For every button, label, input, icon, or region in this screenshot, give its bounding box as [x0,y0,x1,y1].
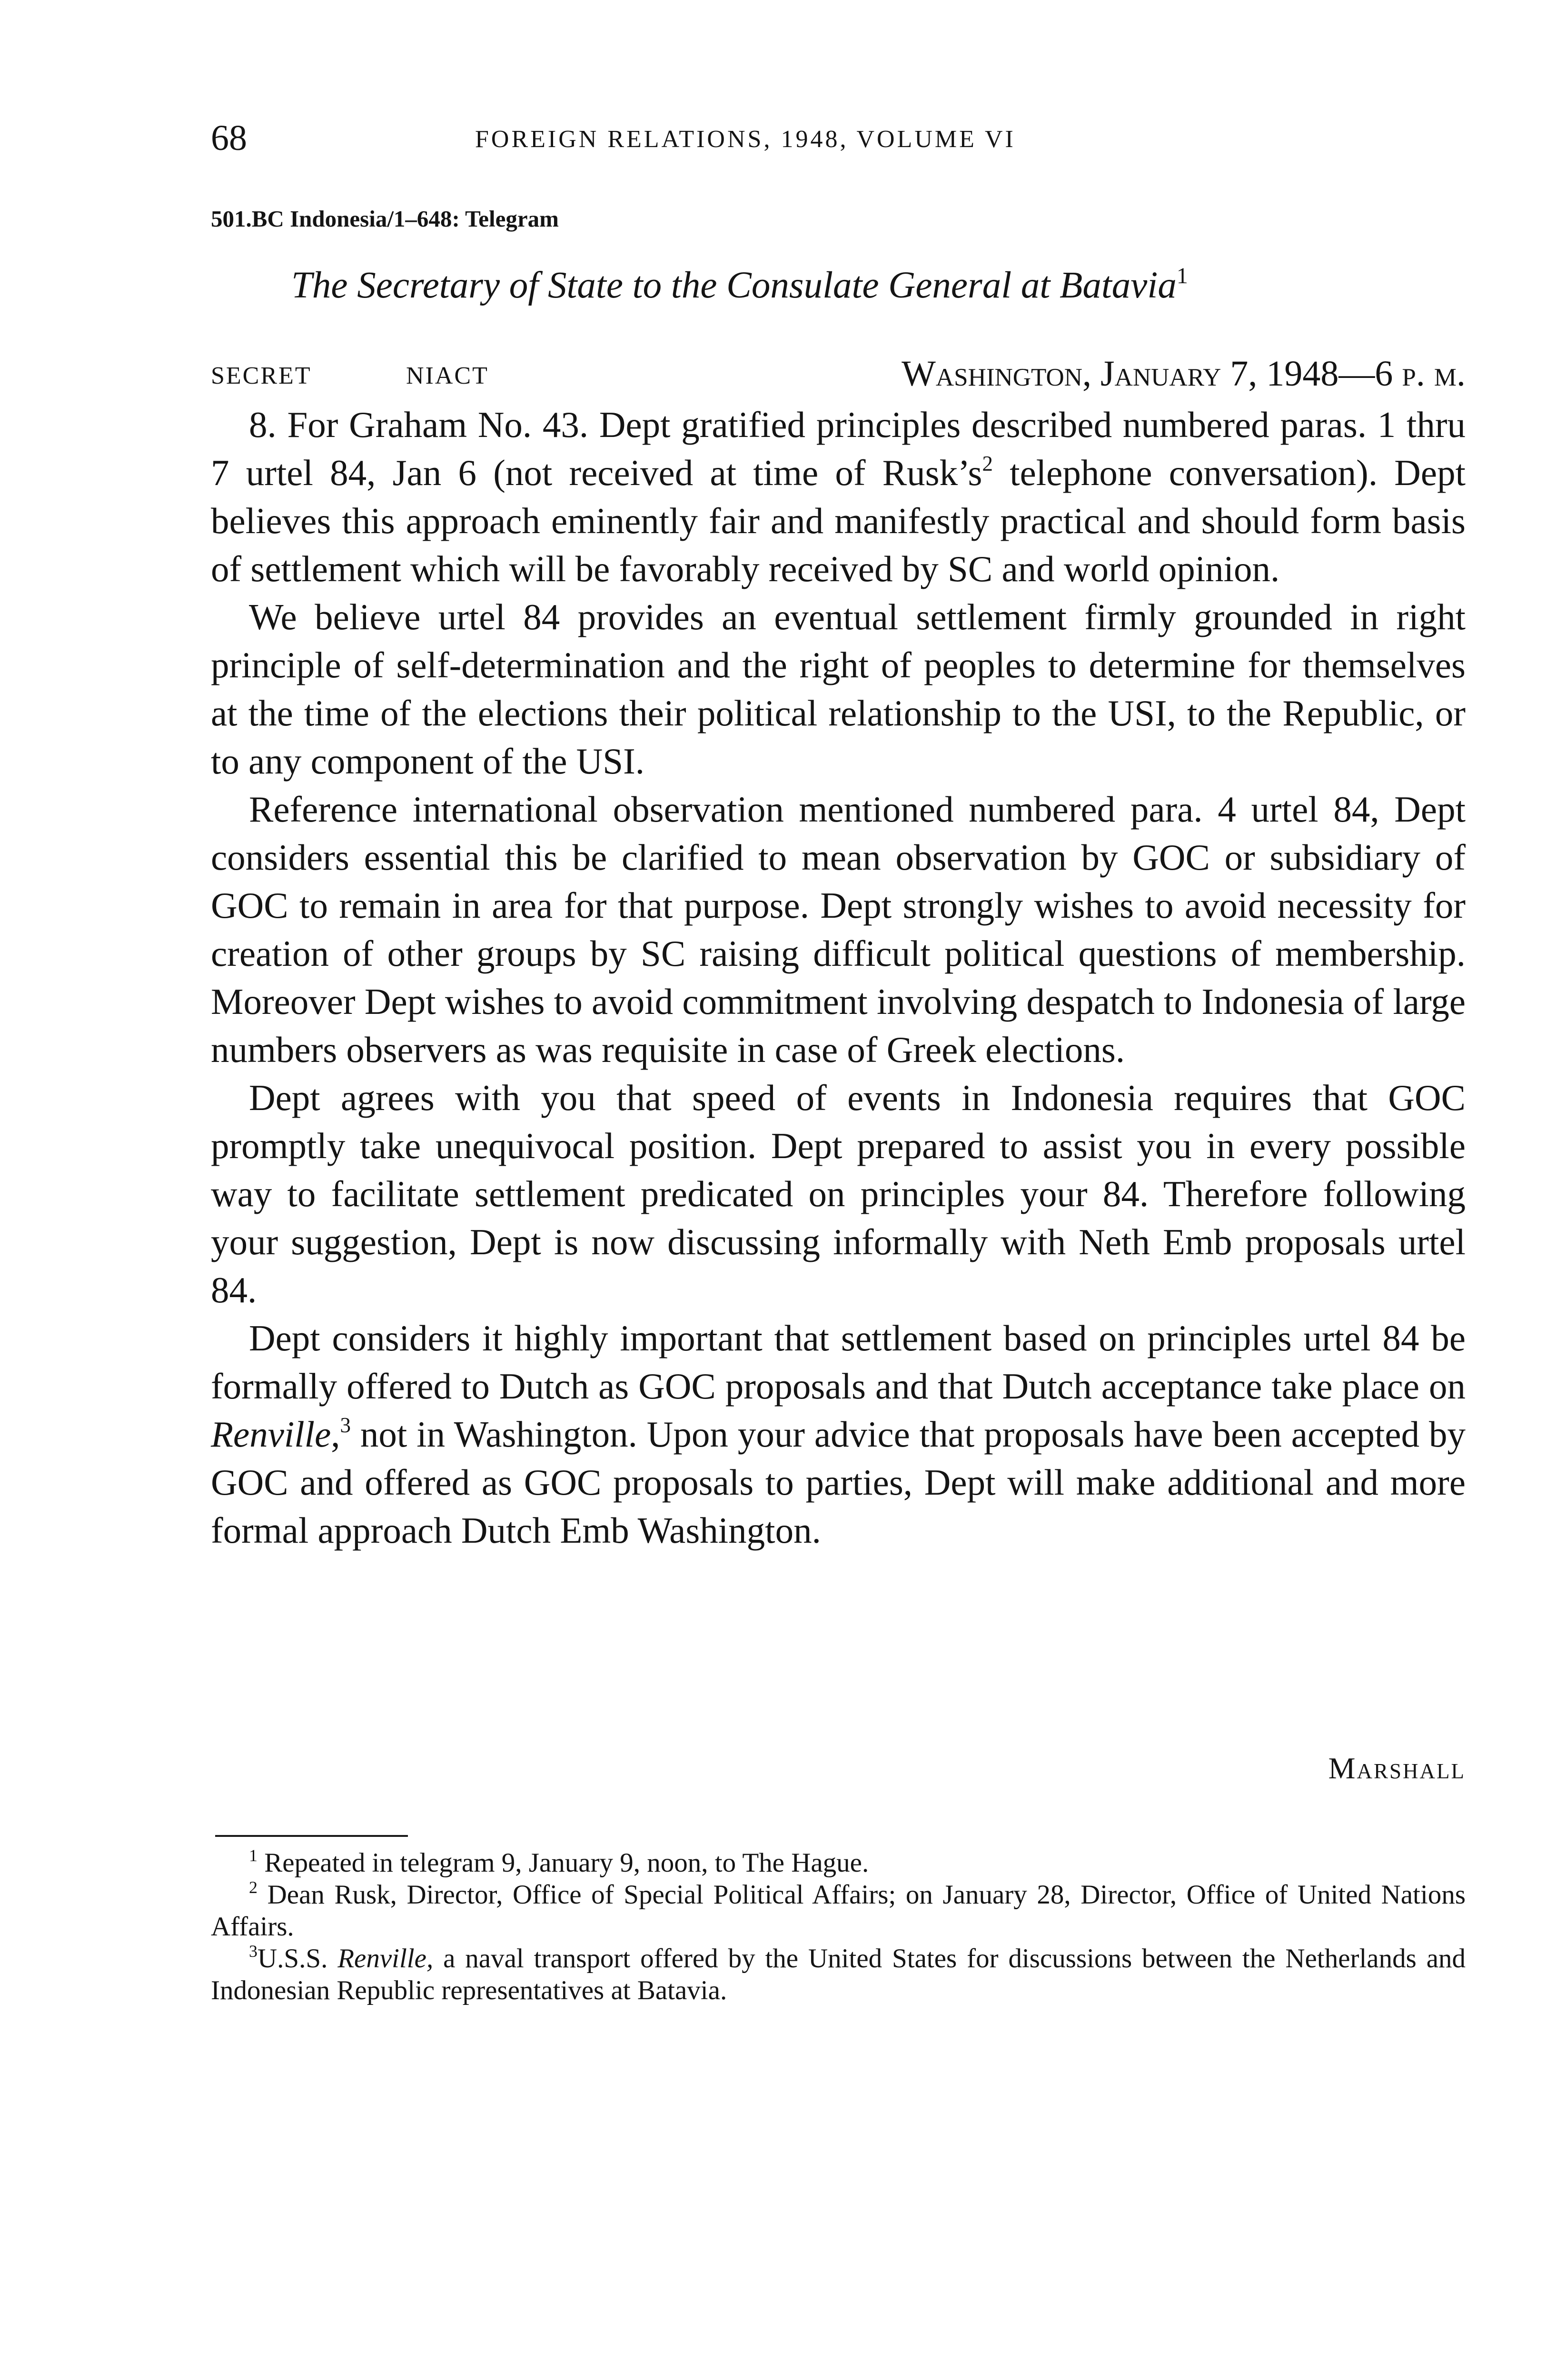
paragraph-4: Dept agrees with you that speed of events in Indonesia requires that GOC promptly take unequivocal position. Dept prepared to assist you in every possible way to facilitate settlement predicated on principles your 84. Therefore following your suggestion, Dept is now discussing informally with Neth Emb proposals urtel 84. [211,1077,1466,1310]
footnote-3-marker: 3 [249,1942,258,1961]
paragraph-1-text-b: telephone conversation). Dept believes this approach eminently fair and manifestly practical and should form basis of settlement which will be favorably received by SC and world opinion. [211,452,1466,589]
file-number: 501.BC Indonesia/1–648 [211,206,452,232]
footnote-2 [211,1879,1466,1943]
document-title [291,250,1188,312]
footnote-ref-1: 1 [1176,263,1188,288]
precedence-label: NIACT [406,362,489,389]
page-header [211,114,1210,162]
footnote-3-ship-name: Renville, [337,1944,434,1973]
dateline [211,347,1466,400]
file-reference [211,202,559,236]
footnote-1 [211,1847,1466,1879]
footnote-2-text: Dean Rusk, Director, Office of Special Political Affairs; on January 28, Director, Office of United Nations Affairs. [211,1880,1466,1942]
footnote-ref-3: 3 [340,1413,351,1437]
document-type: : Telegram [452,206,559,232]
footnote-divider [215,1835,408,1837]
footnote-1-marker: 1 [249,1846,258,1865]
footnote-ref-2: 2 [982,452,993,476]
classification-label: SECRET [211,362,312,389]
paragraph-3: Reference international observation mentioned numbered para. 4 urtel 84, Dept considers essential this be clarified to mean observation by GOC or subsidiary of GOC to remain in area for that purpose. Dept strongly wishes to avoid necessity for creation of other groups by SC raising difficult political questions of membership. Moreover Dept wishes to avoid commitment involving despatch to Indonesia of large numbers observers as was requisite in case of Greek elections. [211,789,1466,1070]
paragraph-5: Dept considers it highly important that settlement based on principles urtel 84 be formally offered to Dutch as GOC proposals and that Dutch acceptance take place on Renville,$^3$ not in Washington. Upon your advice that proposals have been accepted by GOC and offered as GOC proposals to parties, Dept will make additional and more formal approach Dutch Emb Washington. [211,1318,1466,1551]
document-title-text: The Secretary of State to the Consulate General at Batavia [291,265,1177,306]
footnotes [211,1847,1466,2006]
telegram-body [211,401,1466,1555]
paragraph-1 [211,401,1466,593]
page-number: 68 [211,118,247,158]
footnote-2-marker: 2 [249,1878,258,1897]
footnote-3-text-a: U.S.S. [258,1944,338,1973]
running-title: FOREIGN RELATIONS, 1948, VOLUME VI [475,126,1016,153]
paragraph-5-text-a: Dept considers it highly important that settlement based on principles urtel 84 be formally offered to Dutch as GOC proposals and that Dutch acceptance take place on [211,1318,1466,1407]
paragraph-1-text-a: 8. For Graham No. 43. Dept gratified principles described numbered paras. 1 thru 7 urtel 84, Jan 6 (not received at time of Rusk’s [211,404,1466,493]
place-date: Washington, January 7, 1948—6 p. m. [902,354,1466,394]
paragraph-2: We believe urtel 84 provides an eventual settlement firmly grounded in right principle of self-determination and the right of peoples to determine for themselves at the time of the elections their political relationship to the USI, to the Republic, or to any component of the USI. [211,596,1466,782]
footnote-3-text-b: a naval transport offered by the United States for discussions between the Netherlands and Indonesian Republic representatives at Batavia. [211,1944,1466,2005]
signature: Marshall [1328,1751,1466,1785]
paragraph-5-text-b: not in Washington. Upon your advice that proposals have been accepted by GOC and offered as GOC proposals to parties, Dept will make additional and more formal approach Dutch Emb Washington. [211,1414,1466,1551]
ship-name: Renville [211,1414,331,1455]
footnote-3 [211,1943,1466,2006]
footnote-1-text: Repeated in telegram 9, January 9, noon, to The Hague. [264,1848,869,1878]
